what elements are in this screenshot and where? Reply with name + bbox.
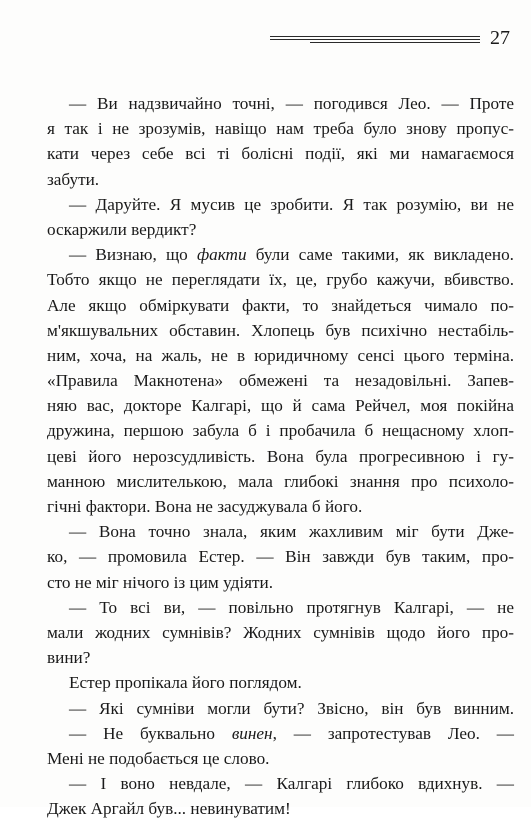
text-line: — Вона точно знала, яким жахливим міг бути Дже- bbox=[69, 522, 514, 542]
text-line: — І воно невдале, — Калгарі глибоко вдихнув. — bbox=[69, 774, 514, 794]
text-line: — То всі ви, — повільно протягнув Калгарі, — не bbox=[69, 597, 514, 617]
emphasis: факти bbox=[196, 245, 247, 265]
text-line: Тобто якщо не переглядати їх, це, грубо кажучи, вбивство. bbox=[47, 270, 514, 290]
emphasis: винен bbox=[231, 723, 273, 743]
text-line: цеві його нерозсудливість. Вона була прогресивною і гу- bbox=[47, 446, 514, 466]
running-header bbox=[0, 26, 531, 50]
text-line: дружина, першою забула б і пробачила б нещасному хлоп- bbox=[47, 421, 514, 441]
text-line: манною мислителькою, мала глибокі знання про психоло- bbox=[47, 471, 514, 491]
text-line: забути. bbox=[47, 169, 100, 189]
header-rule bbox=[270, 36, 480, 43]
page-number: 27 bbox=[490, 27, 510, 49]
text-line: — Визнаю, що факти були саме такими, як викладено. bbox=[69, 245, 514, 265]
text-line: — Даруйте. Я мусив це зробити. Я так розумію, ви не bbox=[69, 194, 514, 214]
text-line: — Які сумніви могли бути? Звісно, він був винним. bbox=[69, 698, 514, 718]
text-line: «Правила Макнотена» обмежені та незадовільні. Запев- bbox=[47, 371, 514, 391]
text-line: няю вас, докторе Калгарі, що й сама Рейчел, моя покійна bbox=[47, 396, 514, 416]
text-line: Мені не подобається це слово. bbox=[47, 748, 270, 768]
text-line: вини? bbox=[47, 648, 91, 668]
text-line: Естер пропікала його поглядом. bbox=[69, 673, 302, 693]
text-line: — Не буквально винен, — запротестував Лео. — bbox=[69, 723, 514, 743]
text-line: кати через себе всі ті болісні події, які ми намагаємося bbox=[47, 144, 514, 164]
text-line: сто не міг нічого із цим удіяти. bbox=[47, 572, 274, 592]
text-line: я так і не зрозумів, навіщо нам треба було знову пропус- bbox=[47, 119, 514, 139]
text-line: м'якшувальних обставин. Хлопець був психічно нестабіль- bbox=[47, 320, 514, 340]
text-line: гічні фактори. Вона не засуджувала б його. bbox=[47, 497, 363, 516]
body-text bbox=[47, 91, 514, 821]
text-line: мали жодних сумнівів? Жодних сумнівів щодо його про- bbox=[47, 622, 514, 642]
text-line: ним, хоча, на жаль, не в юридичному сенсі цього терміна. bbox=[47, 345, 514, 365]
text-line: оскаржили вердикт? bbox=[47, 219, 197, 239]
text-line: Джек Аргайл був... невинуватим! bbox=[47, 799, 291, 819]
text-line: — Ви надзвичайно точні, — погодився Лео. — Проте bbox=[69, 94, 514, 113]
text-line: Але якщо обміркувати факти, то знайдеться чимало по- bbox=[47, 295, 514, 315]
text-line: ко, — промовила Естер. — Він завжди був таким, про- bbox=[47, 547, 514, 567]
